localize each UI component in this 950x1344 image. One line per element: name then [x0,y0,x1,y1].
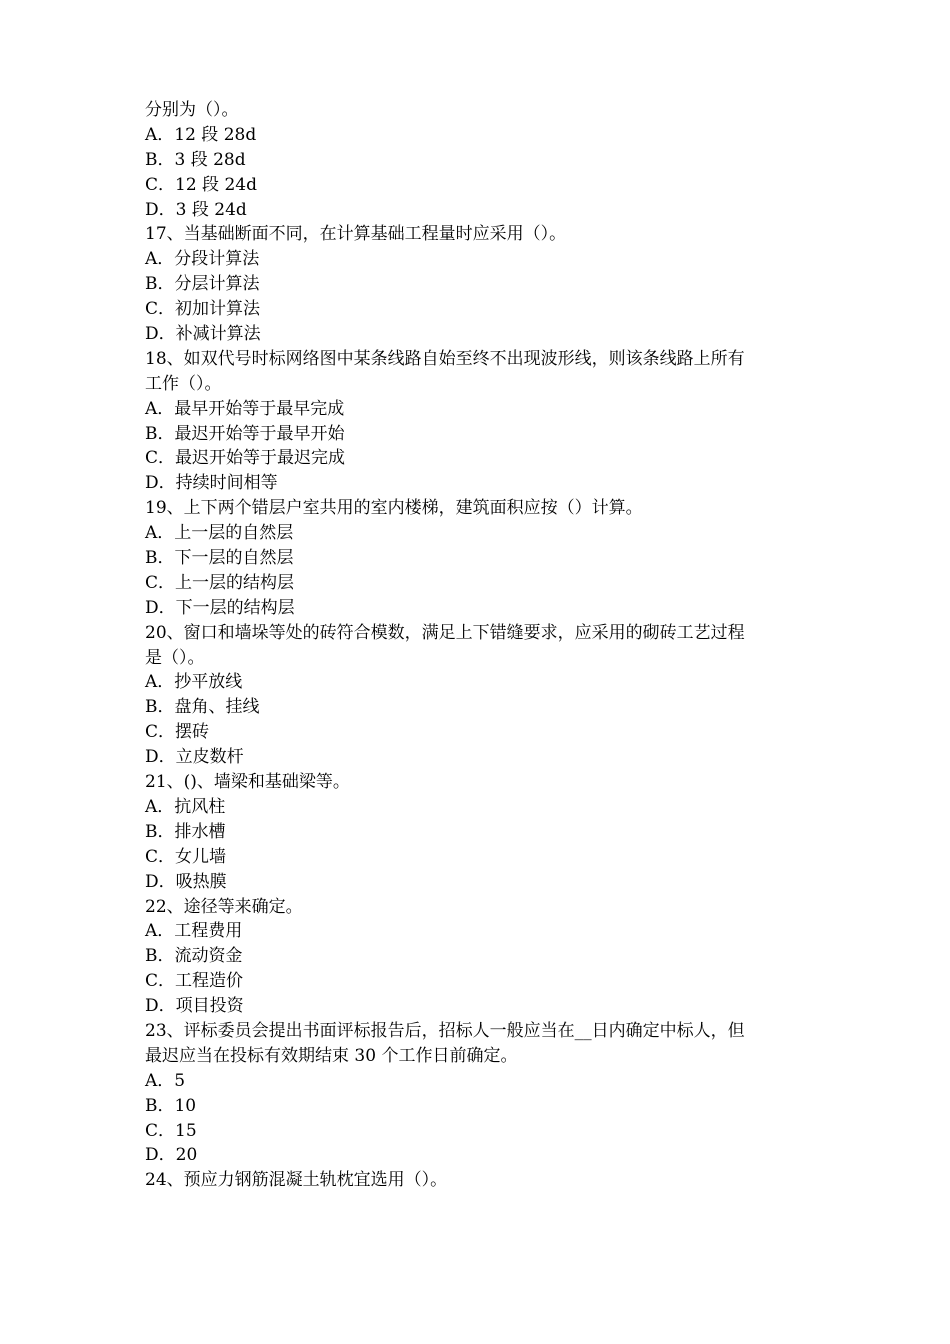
option-line: A．最早开始等于最早完成 [145,398,345,419]
option-line: B．下一层的自然层 [145,548,294,569]
option-line: B．排水槽 [145,821,226,842]
option-line: D．持续时间相等 [145,473,278,494]
option-line: C．上一层的结构层 [145,572,295,593]
document-body [145,98,815,1193]
option-line: D．项目投资 [145,996,244,1017]
question-24: 24、预应力钢筋混凝土轨枕宜选用（）。 [145,1170,448,1191]
option-line: A．5 [145,1070,186,1091]
option-line: C．摆砖 [145,722,210,743]
option-line: A．抄平放线 [145,672,243,693]
option-line: C．初加计算法 [145,299,261,320]
question-17: 17、当基础断面不同，在计算基础工程量时应采用（）。 [145,224,567,245]
option-line: D．立皮数杆 [145,747,244,768]
question-23-continued: 最迟应当在投标有效期结束 30 个工作日前确定。 [145,1045,518,1066]
question-22: 22、途径等来确定。 [145,896,303,917]
option-line: D．补减计算法 [145,324,261,345]
option-line: C．女儿墙 [145,846,227,867]
option-line: B．3 段 28d [145,149,246,170]
option-line: A．12 段 28d [145,124,257,145]
option-line: A．抗风柱 [145,796,226,817]
question-18-continued: 工作（）。 [145,373,222,394]
option-line: C．15 [145,1120,197,1141]
question-20-continued: 是（）。 [145,647,205,668]
option-line: B．10 [145,1095,197,1116]
option-line: D．下一层的结构层 [145,597,295,618]
option-line: C．12 段 24d [145,174,257,195]
option-line: A．工程费用 [145,921,243,942]
option-line: B．分层计算法 [145,274,260,295]
option-line: A．上一层的自然层 [145,523,294,544]
option-line: B．盘角、挂线 [145,697,260,718]
question-20: 20、窗口和墙垛等处的砖符合模数，满足上下错缝要求，应采用的砌砖工艺过程 [145,622,745,643]
option-line: C．工程造价 [145,971,244,992]
question-21: 21、()、墙梁和基础梁等。 [145,772,350,793]
text-line: 分别为（）。 [145,100,239,120]
option-line: D．3 段 24d [145,199,247,220]
option-line: D．吸热膜 [145,871,227,892]
question-18: 18、如双代号时标网络图中某条线路自始至终不出现波形线，则该条线路上所有 [145,348,745,369]
option-line: A．分段计算法 [145,249,260,270]
option-line: B．最迟开始等于最早开始 [145,423,345,444]
question-19: 19、上下两个错层户室共用的室内楼梯，建筑面积应按（）计算。 [145,498,643,519]
option-line: B．流动资金 [145,946,243,967]
option-line: C．最迟开始等于最迟完成 [145,448,346,469]
question-23: 23、评标委员会提出书面评标报告后，招标人一般应当在__日内确定中标人，但 [145,1020,745,1041]
option-line: D．20 [145,1145,198,1166]
